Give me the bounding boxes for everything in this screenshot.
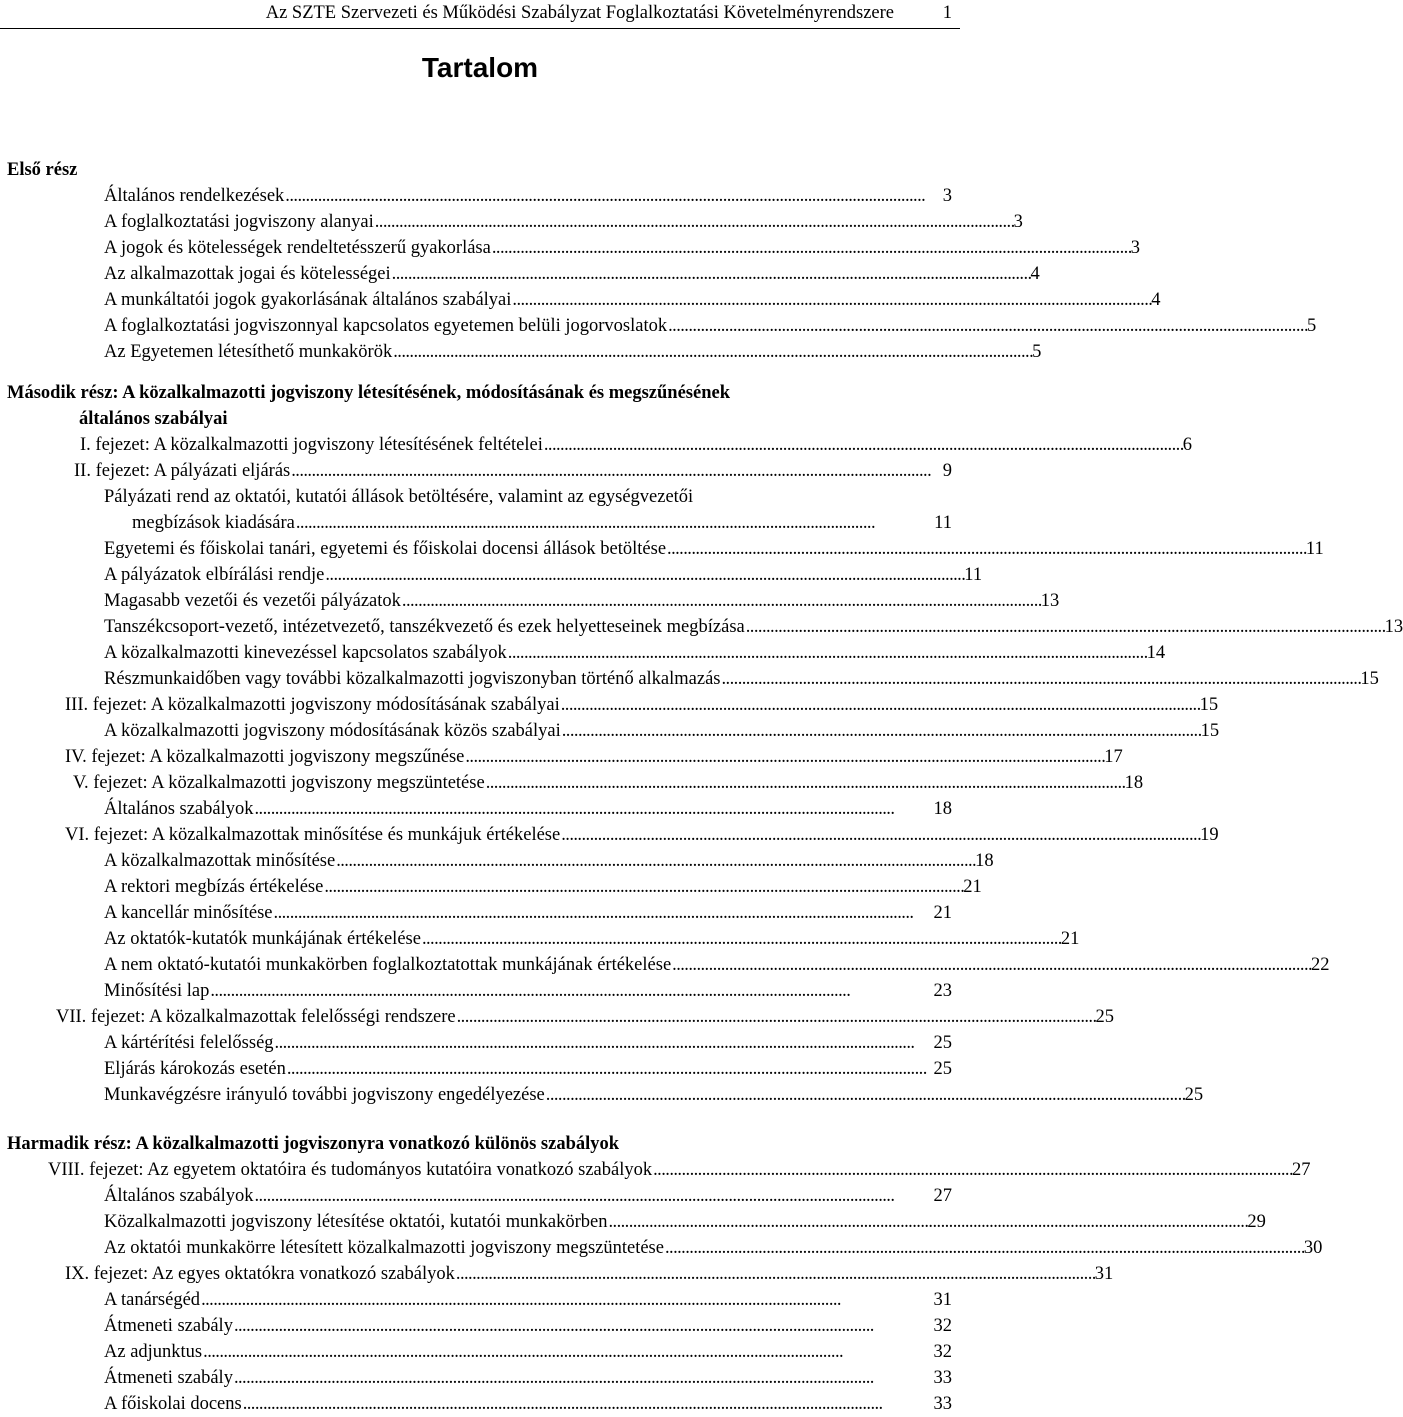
toc-entry-text: Egyetemi és főiskolai tanári, egyetemi és főiskolai docensi állások betöltése <box>104 539 667 559</box>
toc-entry-text: VII. fejezet: A közalkalmazottak felelősségi rendszere <box>56 1007 456 1027</box>
toc-entry[interactable] <box>104 848 994 874</box>
toc-entry-text: A tanárségéd <box>104 1290 201 1310</box>
toc-entry[interactable] <box>74 458 952 484</box>
toc-entry[interactable] <box>104 235 1140 261</box>
toc-entry[interactable] <box>104 209 1023 235</box>
toc-entry-text-line1: Pályázati rend az oktatói, kutatói állások betöltésére, valamint az egységvezetői <box>104 487 694 507</box>
toc-entry-page: 19 <box>1200 825 1219 845</box>
toc-entry[interactable] <box>104 1183 952 1209</box>
part-heading-2-line2: általános szabályai <box>79 409 228 429</box>
toc-entry[interactable] <box>104 614 1403 640</box>
toc-entry-text: A nem oktató-kutatói munkakörben foglalkoztatottak munkájának értékelése <box>104 955 672 975</box>
toc-entry-page: 21 <box>963 877 982 897</box>
toc-entry-page: 17 <box>1104 747 1123 767</box>
toc-entry-page: 27 <box>933 1186 952 1206</box>
toc-entry[interactable] <box>104 978 952 1004</box>
header-page-number: 1 <box>942 3 952 23</box>
toc-entry[interactable] <box>48 1157 1311 1183</box>
toc-entry-text: II. fejezet: A pályázati eljárás <box>74 461 291 481</box>
toc-entry-text: Az adjunktus <box>104 1342 203 1362</box>
toc-entry-page: 27 <box>1292 1160 1311 1180</box>
toc-entry[interactable] <box>104 926 1080 952</box>
toc-entry-page: 3 <box>942 186 952 206</box>
toc-entry[interactable] <box>104 1082 1204 1108</box>
toc-entry[interactable] <box>104 718 1220 744</box>
toc-entry[interactable] <box>104 952 1330 978</box>
toc-entry-page: 15 <box>1199 695 1219 715</box>
toc-entry[interactable] <box>104 1287 952 1313</box>
toc-entry[interactable] <box>104 536 1324 562</box>
toc-entry-page: 31 <box>933 1290 952 1310</box>
running-header <box>0 0 960 29</box>
toc-entry-page: 13 <box>1384 617 1403 637</box>
toc-entry[interactable] <box>104 1313 952 1339</box>
toc-entry-text: I. fejezet: A közalkalmazotti jogviszony létesítésének feltételei <box>80 435 543 455</box>
toc-title: Tartalom <box>421 52 539 83</box>
toc-entry[interactable] <box>104 1030 952 1056</box>
toc-entry-page: 18 <box>933 799 952 819</box>
toc-entry-page: 32 <box>933 1342 952 1362</box>
toc-entry-text: A munkáltatói jogok gyakorlásának általános szabályai <box>104 290 512 310</box>
toc-entry-text: A kancellár minősítése <box>104 903 273 923</box>
toc-entry-page: 33 <box>933 1394 952 1414</box>
toc-entry[interactable] <box>104 1365 952 1391</box>
toc-entry[interactable] <box>104 1235 1323 1261</box>
toc-entry-text: Az alkalmazottak jogai és kötelességei <box>104 264 391 284</box>
part-heading-2 <box>7 380 952 432</box>
toc-entry[interactable] <box>104 900 952 926</box>
toc-entry-text-line2: megbízások kiadására <box>132 513 295 533</box>
toc-entry-text: III. fejezet: A közalkalmazotti jogviszony módosításának szabályai <box>65 695 560 715</box>
toc-entry[interactable] <box>104 183 952 209</box>
toc-entry[interactable] <box>104 1209 1266 1235</box>
toc-entry-page: 25 <box>1095 1007 1115 1027</box>
toc-entry[interactable] <box>104 666 1379 692</box>
toc-entry-text: A kártérítési felelősség <box>104 1033 274 1053</box>
toc-entry[interactable] <box>104 588 1060 614</box>
toc-entry-text: VIII. fejezet: Az egyetem oktatóira és tudományos kutatóira vonatkozó szabályok <box>48 1160 653 1180</box>
toc-entry[interactable] <box>65 692 1219 718</box>
toc-entry-text: Általános rendelkezések <box>104 186 285 206</box>
toc-entry-text: A közalkalmazottak minősítése <box>104 851 336 871</box>
toc-entry[interactable] <box>104 1339 952 1365</box>
toc-entry[interactable] <box>65 822 1219 848</box>
toc-entry-text: Átmeneti szabály <box>104 1316 233 1336</box>
part-heading-1: Első rész <box>7 160 78 180</box>
toc-entry-text: A pályázatok elbírálási rendje <box>104 565 325 585</box>
toc-entry-text: Közalkalmazotti jogviszony létesítése oktatói, kutatói munkakörben <box>104 1212 608 1232</box>
toc-entry-text: A foglalkoztatási jogviszony alanyai <box>104 212 374 232</box>
toc-entry[interactable] <box>65 1261 1114 1287</box>
toc-entry-page: 33 <box>933 1368 952 1388</box>
toc-entry-text: A rektori megbízás értékelése <box>104 877 324 897</box>
toc-entry[interactable] <box>104 1391 952 1417</box>
toc-entry[interactable] <box>104 287 1161 313</box>
toc-entry-text: A jogok és kötelességek rendeltetésszerű gyakorlása <box>104 238 491 258</box>
toc-entry-page: 29 <box>1247 1212 1266 1232</box>
toc-entry-page: 11 <box>1305 539 1324 559</box>
part-heading-3: Harmadik rész: A közalkalmazotti jogviszonyra vonatkozó különös szabályok <box>7 1134 620 1154</box>
toc-entry-page: 18 <box>1124 773 1144 793</box>
toc-entry-multiline[interactable] <box>104 484 952 536</box>
toc-entry[interactable] <box>104 562 983 588</box>
toc-entry-text: VI. fejezet: A közalkalmazottak minősítése és munkájuk értékelése <box>65 825 561 845</box>
toc-entry-text: A foglalkoztatási jogviszonnyal kapcsolatos egyetemen belüli jogorvoslatok <box>104 316 668 336</box>
toc-entry-page: 5 <box>1306 316 1317 336</box>
toc-entry-page: 4 <box>1151 290 1161 310</box>
toc-entry-page: 13 <box>1040 591 1060 611</box>
toc-entry-page: 14 <box>1146 643 1166 663</box>
toc-entry-text: V. fejezet: A közalkalmazotti jogviszony megszüntetése <box>73 773 485 793</box>
toc-entry[interactable] <box>104 1056 952 1082</box>
toc-entry-page: 21 <box>933 903 952 923</box>
header-title: Az SZTE Szervezeti és Működési Szabályzat Foglalkoztatási Követelményrendszere <box>265 3 894 23</box>
toc-entry-page: 23 <box>933 981 952 1001</box>
toc-entry-page: 6 <box>1182 435 1192 455</box>
toc-entry-page: 11 <box>934 513 952 533</box>
toc-entry-text: Eljárás károkozás esetén <box>104 1059 286 1079</box>
toc-entry-text: IV. fejezet: A közalkalmazotti jogviszony megszűnése <box>65 747 465 767</box>
toc-entry-text: Minősítési lap <box>104 981 210 1001</box>
toc-entry-text: A főiskolai docens <box>104 1394 242 1414</box>
toc-entry-page: 31 <box>1094 1264 1114 1284</box>
toc-entry-page: 15 <box>1360 669 1379 689</box>
toc-entry-text: Magasabb vezetői és vezetői pályázatok <box>104 591 401 611</box>
toc-entry-page: 25 <box>1184 1085 1204 1105</box>
toc-entry-text: Átmeneti szabály <box>104 1368 233 1388</box>
toc-entry-text: Tanszékcsoport-vezető, intézetvezető, tanszékvezető és ezek helyetteseinek megbízása <box>104 617 745 637</box>
toc-entry[interactable] <box>104 796 952 822</box>
toc-entry-page: 11 <box>964 565 983 585</box>
toc-entry[interactable] <box>104 874 982 900</box>
toc-entry[interactable] <box>56 1004 1115 1030</box>
toc-entry-page: 22 <box>1311 955 1330 975</box>
toc-entry-page: 18 <box>975 851 994 871</box>
toc-entry-page: 9 <box>942 461 952 481</box>
toc-entry-page: 3 <box>1130 238 1140 258</box>
toc-entry-page: 3 <box>1013 212 1023 232</box>
toc-entry-page: 5 <box>1032 342 1042 362</box>
toc-entry-page: 15 <box>1200 721 1220 741</box>
toc-entry-page: 30 <box>1303 1238 1323 1258</box>
toc-entry-text: Az Egyetemen létesíthető munkakörök <box>104 342 393 362</box>
toc-entry-text: A közalkalmazotti jogviszony módosításának közös szabályai <box>104 721 561 741</box>
toc-entry-page: 25 <box>933 1059 952 1079</box>
toc-entry-page: 32 <box>933 1316 952 1336</box>
toc-entry[interactable] <box>65 744 1123 770</box>
toc-entry-text: Az oktatói munkakörre létesített közalkalmazotti jogviszony megszüntetése <box>104 1238 664 1258</box>
toc-entry[interactable] <box>73 770 1144 796</box>
toc-entry[interactable] <box>104 313 1317 339</box>
toc-entry-page: 21 <box>1060 929 1080 949</box>
toc-entry[interactable] <box>104 339 1042 365</box>
toc-entry-page: 4 <box>1030 264 1040 284</box>
part-heading-2-line1: Második rész: A közalkalmazotti jogviszony létesítésének, módosításának és megszűnésének <box>7 383 731 403</box>
toc-entry[interactable] <box>80 432 1192 458</box>
toc-entry-text: Általános szabályok <box>104 799 254 819</box>
toc-entry-text: Az oktatók-kutatók munkájának értékelése <box>104 929 421 949</box>
toc-entry[interactable] <box>104 261 1040 287</box>
toc-entry-text: Általános szabályok <box>104 1186 254 1206</box>
toc-entry-text: IX. fejezet: Az egyes oktatókra vonatkozó szabályok <box>65 1264 455 1284</box>
toc-entry-page: 25 <box>933 1033 952 1053</box>
toc-entry-text: Részmunkaidőben vagy további közalkalmazotti jogviszonyban történő alkalmazás <box>104 669 721 689</box>
toc-entry-text: A közalkalmazotti kinevezéssel kapcsolatos szabályok <box>104 643 507 663</box>
toc-entry-text: Munkavégzésre irányuló további jogviszony engedélyezése <box>104 1085 545 1105</box>
toc-entry[interactable] <box>104 640 1166 666</box>
